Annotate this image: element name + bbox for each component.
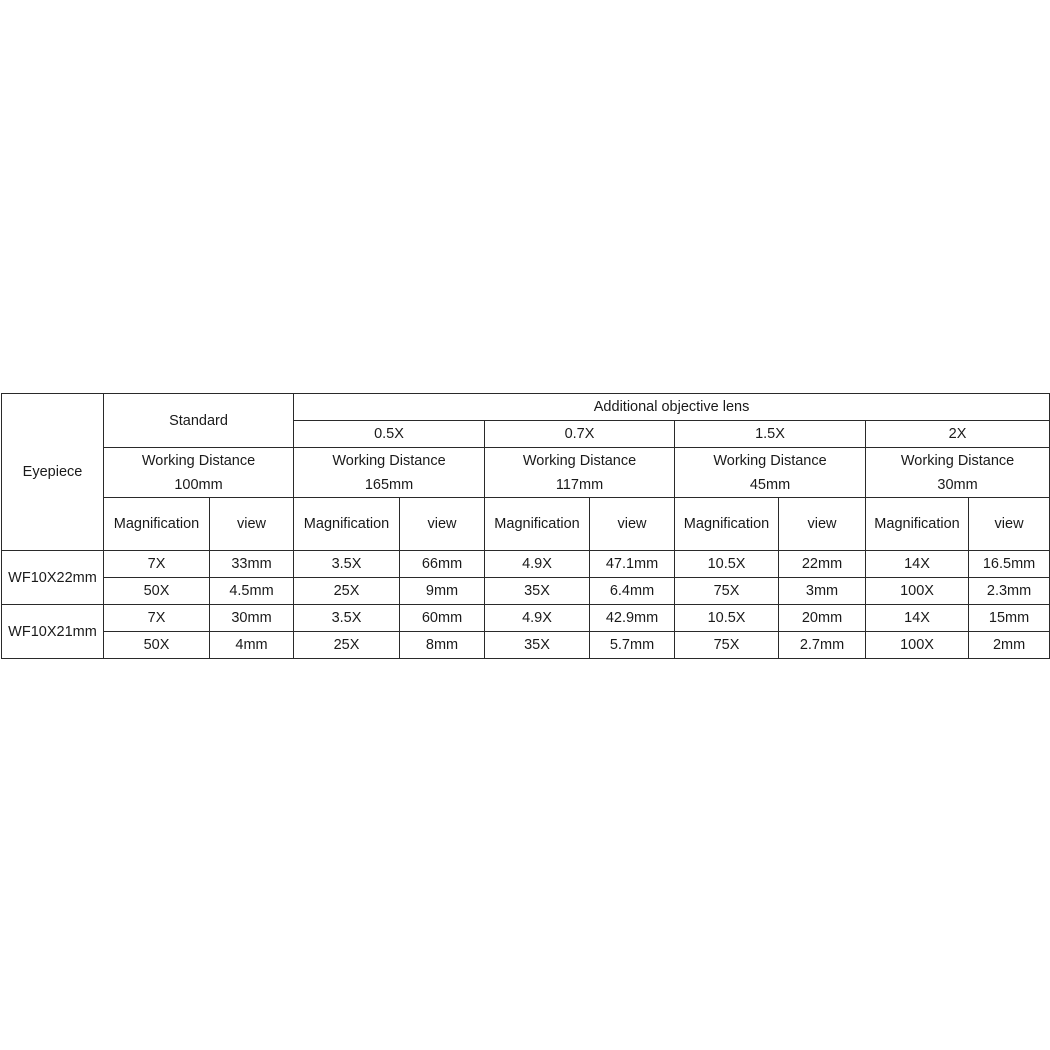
magnification-header: Magnification — [485, 498, 590, 551]
magnification-2x-cell: 100X — [866, 578, 969, 605]
header-row-columns — [2, 498, 1050, 551]
standard-header: Standard — [104, 394, 294, 448]
magnification-1.5x-cell: 10.5X — [675, 551, 779, 578]
magnification-header: Magnification — [866, 498, 969, 551]
view-standard-cell: 30mm — [210, 605, 294, 632]
working-distance-label: Working Distance — [141, 452, 256, 469]
working-distance-0.7x — [485, 448, 675, 498]
view-0.5x-cell: 8mm — [400, 632, 485, 659]
working-distance-0.5x — [294, 448, 485, 498]
working-distance-label: Working Distance — [332, 452, 446, 469]
data-body — [2, 551, 1050, 659]
view-header: view — [210, 498, 294, 551]
working-distance-value: 100mm — [174, 476, 223, 493]
magnification-1.5x-cell: 10.5X — [675, 605, 779, 632]
magnification-standard-cell: 7X — [104, 551, 210, 578]
working-distance-2x — [866, 448, 1050, 498]
working-distance-label: Working Distance — [900, 452, 1015, 469]
view-header: view — [400, 498, 485, 551]
view-0.5x-cell: 66mm — [400, 551, 485, 578]
working-distance-standard — [104, 448, 294, 498]
view-standard-cell: 33mm — [210, 551, 294, 578]
view-0.7x-cell: 6.4mm — [590, 578, 675, 605]
working-distance-value: 117mm — [555, 476, 604, 493]
eyepiece-spec-table — [1, 393, 1050, 659]
magnification-header: Magnification — [675, 498, 779, 551]
view-0.5x-cell: 9mm — [400, 578, 485, 605]
lens-0.5x-header: 0.5X — [294, 421, 485, 448]
eyepiece-header: Eyepiece — [2, 394, 104, 551]
view-standard-cell: 4mm — [210, 632, 294, 659]
magnification-standard-cell: 7X — [104, 605, 210, 632]
magnification-standard-cell: 50X — [104, 632, 210, 659]
magnification-0.5x-cell: 3.5X — [294, 551, 400, 578]
view-0.7x-cell: 42.9mm — [590, 605, 675, 632]
view-0.7x-cell: 5.7mm — [590, 632, 675, 659]
magnification-2x-cell: 100X — [866, 632, 969, 659]
view-2x-cell: 16.5mm — [969, 551, 1050, 578]
view-header: view — [969, 498, 1050, 551]
lens-0.7x-header: 0.7X — [485, 421, 675, 448]
lens-1.5x-header: 1.5X — [675, 421, 866, 448]
eyepiece-model: WF10X21mm — [2, 605, 104, 659]
view-2x-cell: 2.3mm — [969, 578, 1050, 605]
magnification-2x-cell: 14X — [866, 551, 969, 578]
view-2x-cell: 2mm — [969, 632, 1050, 659]
magnification-0.5x-cell: 25X — [294, 578, 400, 605]
header-row-working-distance — [2, 448, 1050, 498]
view-0.7x-cell: 47.1mm — [590, 551, 675, 578]
view-1.5x-cell: 20mm — [779, 605, 866, 632]
working-distance-label: Working Distance — [522, 452, 637, 469]
table-row — [2, 632, 1050, 659]
magnification-0.5x-cell: 3.5X — [294, 605, 400, 632]
magnification-standard-cell: 50X — [104, 578, 210, 605]
view-2x-cell: 15mm — [969, 605, 1050, 632]
magnification-1.5x-cell: 75X — [675, 632, 779, 659]
view-header: view — [779, 498, 866, 551]
table-row — [2, 551, 1050, 578]
view-1.5x-cell: 22mm — [779, 551, 866, 578]
magnification-1.5x-cell: 75X — [675, 578, 779, 605]
magnification-0.7x-cell: 35X — [485, 578, 590, 605]
additional-lens-header: Additional objective lens — [294, 394, 1050, 421]
view-1.5x-cell: 2.7mm — [779, 632, 866, 659]
table-row — [2, 578, 1050, 605]
magnification-0.5x-cell: 25X — [294, 632, 400, 659]
lens-2x-header: 2X — [866, 421, 1050, 448]
magnification-header: Magnification — [294, 498, 400, 551]
view-standard-cell: 4.5mm — [210, 578, 294, 605]
header-row-groups — [2, 394, 1050, 421]
view-0.5x-cell: 60mm — [400, 605, 485, 632]
working-distance-value: 45mm — [749, 476, 791, 493]
working-distance-value: 165mm — [364, 476, 414, 493]
working-distance-label: Working Distance — [713, 452, 827, 469]
working-distance-value: 30mm — [937, 476, 978, 493]
view-header: view — [590, 498, 675, 551]
view-1.5x-cell: 3mm — [779, 578, 866, 605]
magnification-header: Magnification — [104, 498, 210, 551]
table-row — [2, 605, 1050, 632]
magnification-0.7x-cell: 4.9X — [485, 551, 590, 578]
magnification-0.7x-cell: 35X — [485, 632, 590, 659]
magnification-0.7x-cell: 4.9X — [485, 605, 590, 632]
magnification-2x-cell: 14X — [866, 605, 969, 632]
eyepiece-model: WF10X22mm — [2, 551, 104, 605]
working-distance-1.5x — [675, 448, 866, 498]
